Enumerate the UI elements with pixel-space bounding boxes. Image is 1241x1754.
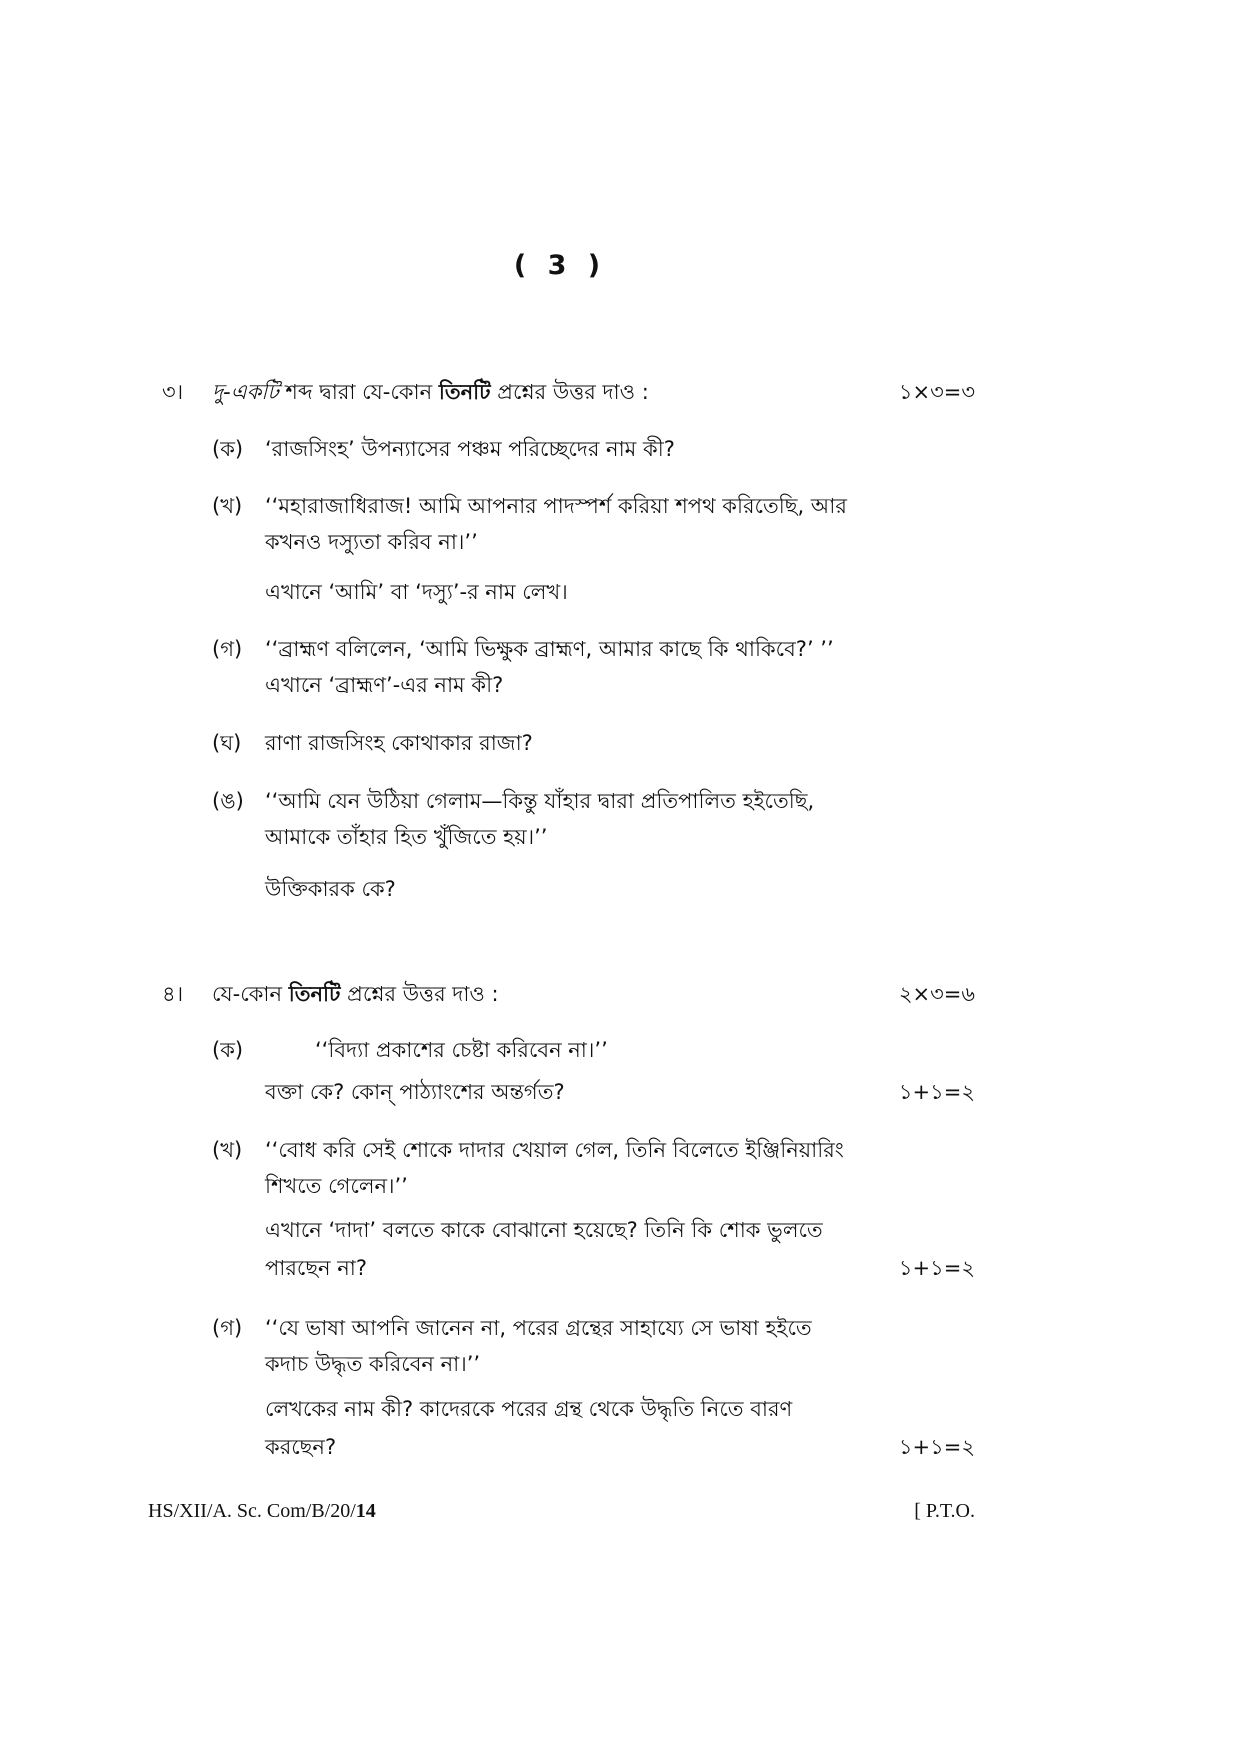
- q4-sub-line: ‘‘যে ভাষা আপনি জানেন না, পরের গ্রন্থের সাহায্যে সে ভাষা হইতে: [265, 1316, 812, 1340]
- q4-marks: ২×৩=৬: [898, 982, 975, 1006]
- q3-prompt-italic: দু-একটি: [212, 380, 279, 404]
- q4-sub-line: এখানে ‘দাদা’ বলতে কাকে বোঝানো হয়েছে? তিনি কি শোক ভুলতে: [265, 1218, 823, 1242]
- q4-prompt-bold: তিনটি: [288, 982, 341, 1006]
- q3-sub-line: এখানে ‘ব্রাহ্মণ’-এর নাম কী?: [265, 673, 504, 697]
- q4-sub-line: শিখতে গেলেন।’’: [265, 1174, 408, 1198]
- paper-code-text: HS/XII/A. Sc. Com/B/20/: [148, 1500, 356, 1522]
- page-number: ( 3 ): [513, 250, 607, 281]
- q4-sub-label: (ক): [212, 1038, 244, 1062]
- q4-sub-line: করছেন?: [265, 1435, 337, 1459]
- q4-number: ৪।: [162, 982, 184, 1006]
- q3-sub-line: উক্তিকারক কে?: [265, 877, 396, 901]
- q4-sub-line: কদাচ উদ্ধৃত করিবেন না।’’: [265, 1352, 481, 1376]
- q3-sub-line: ‘‘ব্রাহ্মণ বলিলেন, ‘আমি ভিক্ষুক ব্রাহ্মণ, আমার কাছে কি থাকিবে?’ ’’: [265, 637, 834, 661]
- q3-sub-line: কখনও দস্যুতা করিব না।’’: [265, 530, 478, 554]
- paper-code-bold: 14: [355, 1500, 376, 1522]
- q3-sub-line: ‘রাজসিংহ’ উপন্যাসের পঞ্চম পরিচ্ছেদের নাম কী?: [265, 437, 675, 461]
- q4-sub-line: পারছেন না?: [265, 1256, 368, 1280]
- q3-sub-line: ‘‘মহারাজাধিরাজ! আমি আপনার পাদস্পর্শ করিয়া শপথ করিতেছি, আর: [265, 494, 847, 518]
- q4-sub-marks: ১+১=২: [898, 1080, 975, 1104]
- q3-sub-label: (ঘ): [212, 731, 242, 755]
- paper-code: [148, 1500, 376, 1523]
- q3-number: ৩।: [162, 380, 184, 404]
- q3-prompt-bold: তিনটি: [438, 380, 491, 404]
- q3-sub-label: (খ): [212, 494, 243, 518]
- q4-sub-label: (গ): [212, 1316, 243, 1340]
- q4-sub-line: ‘‘বিদ্যা প্রকাশের চেষ্টা করিবেন না।’’: [315, 1038, 608, 1062]
- q4-sub-marks: ১+১=২: [898, 1435, 975, 1459]
- q4-prompt-part2: প্রশ্নের উত্তর দাও :: [340, 982, 499, 1006]
- q4-prompt-part1: যে-কোন: [212, 982, 289, 1006]
- q3-prompt-part1: শব্দ দ্বারা যে-কোন: [278, 380, 439, 404]
- q4-sub-line: লেখকের নাম কী? কাদেরকে পরের গ্রন্থ থেকে উদ্ধৃতি নিতে বারণ: [265, 1397, 793, 1421]
- q4-sub-line: বক্তা কে? কোন্ পাঠ্যাংশের অন্তর্গত?: [265, 1080, 565, 1104]
- q4-sub-marks: ১+১=২: [898, 1256, 975, 1280]
- q3-prompt: [212, 376, 649, 411]
- q3-prompt-part2: প্রশ্নের উত্তর দাও :: [490, 380, 649, 404]
- q3-sub-line: ‘‘আমি যেন উঠিয়া গেলাম—কিন্তু যাঁহার দ্বারা প্রতিপালিত হইতেছি,: [265, 789, 815, 813]
- q3-sub-line: এখানে ‘আমি’ বা ‘দস্যু’-র নাম লেখ।: [265, 580, 568, 604]
- q3-sub-line: আমাকে তাঁহার হিত খুঁজিতে হয়।’’: [265, 825, 548, 849]
- pto-label: [ P.T.O.: [914, 1500, 975, 1522]
- q3-sub-label: (ঙ): [212, 789, 244, 813]
- q3-sub-label: (ক): [212, 437, 244, 461]
- q4-prompt: [212, 978, 499, 1013]
- q4-sub-label: (খ): [212, 1138, 243, 1162]
- q3-sub-label: (গ): [212, 637, 243, 661]
- q3-marks: ১×৩=৩: [898, 380, 975, 404]
- q4-sub-line: ‘‘বোধ করি সেই শোকে দাদার খেয়াল গেল, তিনি বিলেতে ইঞ্জিনিয়ারিং: [265, 1138, 844, 1162]
- q3-sub-line: রাণা রাজসিংহ কোথাকার রাজা?: [265, 731, 533, 755]
